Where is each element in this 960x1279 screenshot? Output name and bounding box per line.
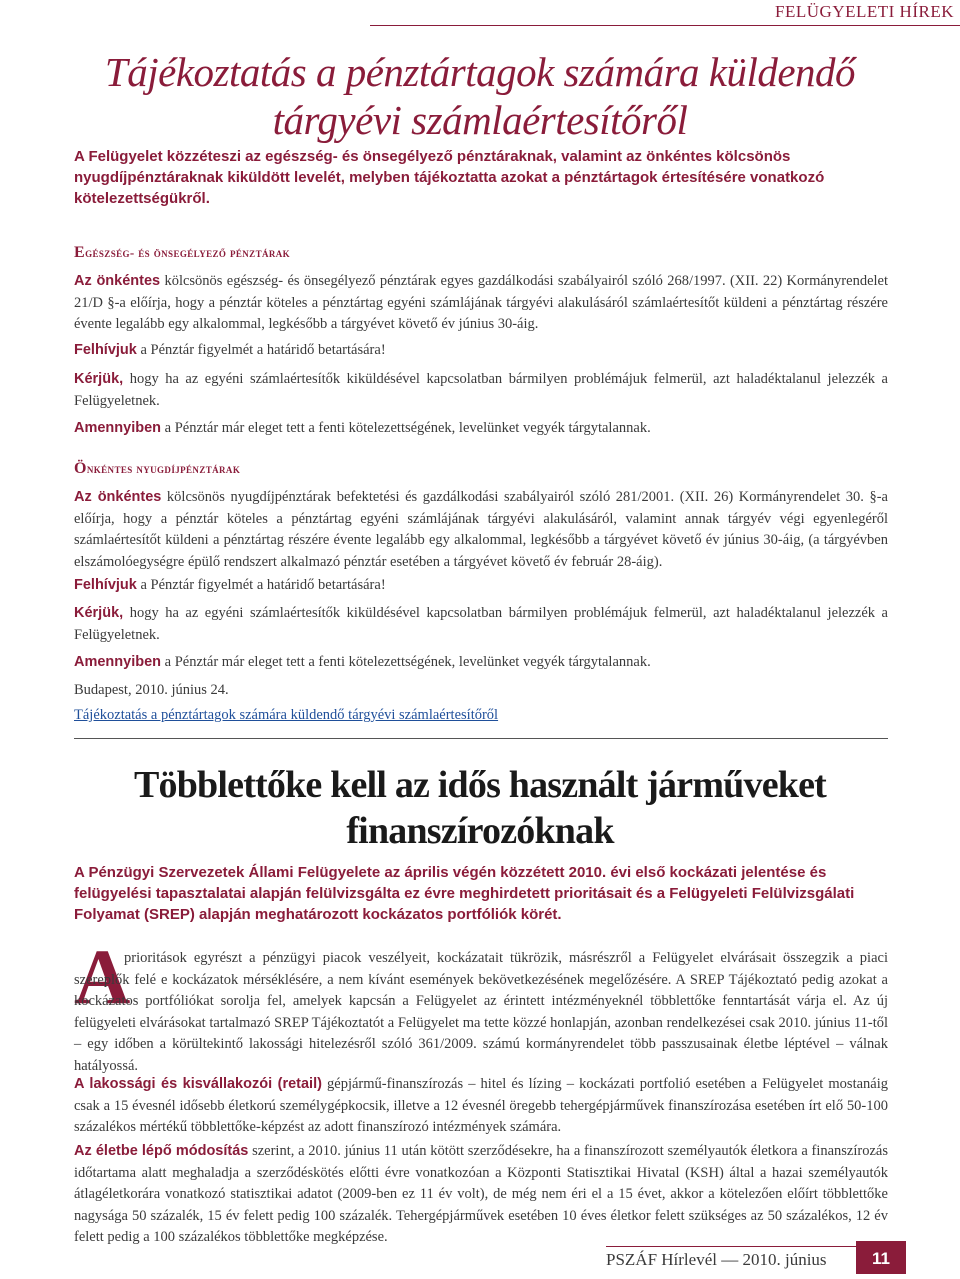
article2-p2-highlight: A lakossági és kisvállakozói (retail) bbox=[74, 1076, 322, 1092]
section1-heading bbox=[74, 244, 290, 262]
section2-p4-highlight: Amennyiben bbox=[74, 654, 162, 670]
footer-publication: PSZÁF Hírlevél — 2010. június bbox=[606, 1250, 827, 1269]
article2-paragraph-2 bbox=[74, 1074, 888, 1139]
section1-paragraph-4 bbox=[74, 418, 888, 440]
section2-heading-initial: Ö bbox=[74, 460, 87, 477]
article2-p2-text: gépjármű-finanszírozás – hitel és lízing – kockázati portfolió esetében a Felügyelet mostanáig csak a 15 évesnél idősebb életkorú személygépkocsik, illetve a 12 évesnél öregebb tehergépjárművek finanszírozása esetében írt elő 50-100 százalékos mértékű többlettőke-képzést az adott finanszírozó intézmények számára. bbox=[74, 1076, 888, 1135]
section1-paragraph-2 bbox=[74, 340, 888, 362]
article1-title bbox=[0, 48, 960, 144]
section2-p2-text: a Pénztár figyelmét a határidő betartására! bbox=[136, 577, 386, 593]
section2-p1-highlight: Az önkéntes bbox=[74, 489, 162, 505]
article2-title-line2: finanszírozóknak bbox=[346, 810, 614, 852]
section2-p3-highlight: Kérjük, bbox=[74, 605, 124, 621]
section1-p4-text: a Pénztár már eleget tett a fenti kötelezettségének, levelünket vegyék tárgytalannak. bbox=[161, 420, 651, 436]
article1-title-line1: Tájékoztatás a pénztártagok számára küldendő bbox=[104, 49, 856, 95]
running-header: FELÜGYELETI HÍREK bbox=[370, 0, 960, 26]
article2-lede: A Pénzügyi Szervezetek Állami Felügyelete az április végén közzétett 2010. évi első kockázati jelentése és felügyelési tapasztalatai alapján felülvizsgálta ez évre meghirdetett prioritásait és a Felügyeleti Felülvizsgálati Folyamat (SREP) alapján meghatározott kockázatos portfóliók körét. bbox=[74, 864, 855, 923]
article1-title-line2: tárgyévi számlaértesítőről bbox=[272, 97, 688, 143]
section2-paragraph-2 bbox=[74, 575, 888, 597]
section2-paragraph-1 bbox=[74, 487, 888, 573]
article2-p3-text: szerint, a 2010. június 11 után kötött szerződésekre, ha a finanszírozott személyautók életkora a finanszírozás időtartama alatt meghaladja a szerződéskötés előtti évre vonatkozóan a Központi Statisztikai Hivatal (KSH) által a hazai személyautók átlagéletkorára vonatkozó statisztikai adatot (2009-ben ez 11 év volt), de még nem éri el a 15 évet, akkor a kötelezően előírt többlettőke nagysága 50 százalék, 15 év felett pedig 100 százalék. Tehergépjárművek esetében 10 éves életkor felett szükséges az 50 százalékos, 12 év felett pedig a 100 százalékos többlettőke megképzése. bbox=[74, 1143, 888, 1245]
article1-link[interactable]: Tájékoztatás a pénztártagok számára küldendő tárgyévi számlaértesítőről bbox=[74, 707, 499, 723]
section2-p4-text: a Pénztár már eleget tett a fenti kötelezettségének, levelünket vegyék tárgytalannak. bbox=[161, 654, 651, 670]
section1-paragraph-1 bbox=[74, 271, 888, 336]
article2-p3-highlight: Az életbe lépő módosítás bbox=[74, 1143, 249, 1159]
section2-p2-highlight: Felhívjuk bbox=[74, 577, 137, 593]
article2-title bbox=[0, 762, 960, 854]
article2-paragraph-3 bbox=[74, 1141, 888, 1249]
article1-lede: A Felügyelet közzéteszi az egészség- és önsegélyező pénztáraknak, valamint az önkéntes kölcsönös nyugdíjpénztáraknak kiküldött levelét, melyben tájékoztatta azokat a pénztártagok értesítésére vonatkozó kötelezettségükről. bbox=[74, 148, 825, 207]
footer-rule bbox=[606, 1246, 856, 1247]
section2-heading bbox=[74, 460, 240, 478]
section2-paragraph-4 bbox=[74, 652, 888, 674]
article1-date: Budapest, 2010. június 24. bbox=[74, 682, 229, 698]
page-number: 11 bbox=[856, 1244, 906, 1274]
section1-p1-highlight: Az önkéntes bbox=[74, 273, 161, 289]
section1-p3-text: hogy ha az egyéni számlaértesítők kiküldésével kapcsolatban bármilyen problémájuk felmerül, azt haladéktalanul jelezzék a Felügyeletnek. bbox=[74, 371, 888, 409]
section1-heading-initial: E bbox=[74, 244, 86, 261]
section1-p3-highlight: Kérjük, bbox=[74, 371, 124, 387]
article2-paragraph-1: prioritások egyrészt a pénzügyi piacok veszélyeit, kockázatait tükrözik, másrészről a Felügyelet elvárásait összegzik a piaci szereplők felé e kockázatok mérséklésére, a nem kívánt események bekövetkezésének megelőzésére. A SREP Tájékoztató pedig azokat a kockázatos portfóliókat sorolja fel, amelyek kapcsán a Felügyelet az érintett intézményeknél többlettőke fenntartását várja el. Az új felügyeleti elvárásokat tartalmazó SREP Tájékoztatót a Felügyelet ma tette közzé honlapján, azonban rendelkezései csak 2010. június 11-től – egy időben a körültekintő lakossági hitelezésről szóló 361/2009. számú kormányrendelet több passzusainak életbe léptével – válnak hatályossá. bbox=[74, 950, 888, 1074]
section1-p4-highlight: Amennyiben bbox=[74, 420, 162, 436]
article2-dropcap: A bbox=[74, 933, 131, 1020]
article-divider bbox=[74, 738, 888, 739]
section1-paragraph-3 bbox=[74, 369, 888, 412]
section1-p2-text: a Pénztár figyelmét a határidő betartására! bbox=[136, 342, 386, 358]
section2-heading-rest: nkéntes nyugdíjpénztárak bbox=[86, 461, 241, 476]
section2-paragraph-3 bbox=[74, 603, 888, 646]
section2-p1-text: kölcsönös nyugdíjpénztárak befektetési és gazdálkodási szabályairól szóló 281/2001. (XII. 26) Kormányrendelet 30. §-a előírja, hogy a pénztár köteles a pénztártag egyéni számlájának tárgyévi alakulásáról, valamint annak tárgyév végi egyenlegéről számlaértesítőt küldeni a pénztártag részére évente legalább egy alkalommal, legkésőbb a tárgyévet követő év június 30-áig, (a tárgyévben elszámolóegységre épülő rendszert alkalmazó pénztár esetében a tárgyévet követő év február 28-áig). bbox=[74, 489, 888, 570]
section1-p2-highlight: Felhívjuk bbox=[74, 342, 137, 358]
article2-title-line1: Többlettőke kell az idős használt járműveket bbox=[133, 764, 827, 806]
section1-p1-text: kölcsönös egészség- és önsegélyező pénztárak egyes gazdálkodási szabályairól szóló 268/1997. (XII. 22) Kormányrendelet 21/D §-a előírja, hogy a pénztár köteles a pénztártag egyéni számlájának tárgyévi alakulásáról számlaértesítőt küldeni a pénztártag részére évente legalább egy alkalommal, legkésőbb a tárgyévet követő év június 30-áig. bbox=[74, 273, 888, 332]
section2-p3-text: hogy ha az egyéni számlaértesítők kiküldésével kapcsolatban bármilyen problémájuk felmerül, azt haladéktalanul jelezzék a Felügyeletnek. bbox=[74, 605, 888, 643]
section1-heading-rest: gészség- és önsegélyező pénztárak bbox=[85, 245, 291, 260]
